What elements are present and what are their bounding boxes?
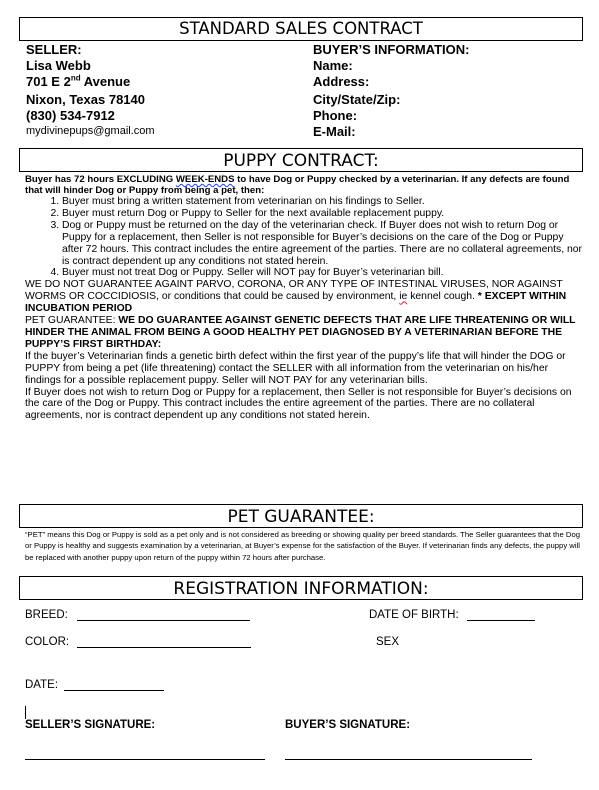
breed-field[interactable] [77, 620, 250, 621]
pet-guarantee-bold: WE DO GUARANTEE AGAINST GENETIC DEFECTS THAT ARE LIFE THREATENING OR WILL HINDER THE ANIMAL FROM BEING A GOOD HEALTHY PET DIAGNOSED BY A VETERINARIAN BEFORE THE PUPPY’S FIRST BIRTHDAY: [25, 315, 576, 350]
seller-signature-label: SELLER’S SIGNATURE: [25, 719, 156, 731]
contract-title: STANDARD SALES CONTRACT [179, 19, 423, 38]
puppy-contract-heading-box [19, 148, 583, 172]
seller-street-rest: Avenue [80, 74, 131, 89]
puppy-contract-body [25, 174, 585, 422]
list-item: 3. Dog or Puppy must be returned on the day of the veterinarian check. If Buyer does not wish to return Dog or Puppy for a replacement, then Seller is not responsible for Buyer’s decisions on the care of the Dog or Puppy after 72 hours. This contract includes the entire agreement of the parties. There are no collateral agreements, nor is contract dependent up any conditions not stated herein. [62, 220, 585, 268]
color-label: COLOR: [25, 636, 70, 648]
incubation-exception: * EXCEPT WITHIN INCUBATION PERIOD [25, 291, 567, 315]
date-label: DATE: [25, 679, 59, 691]
seller-street-num: 701 E 2 [26, 74, 71, 89]
puppy-contract-intro [25, 174, 585, 196]
seller-name: Lisa Webb [26, 58, 91, 73]
intro-weekends: WEEK-ENDS [175, 174, 235, 185]
registration-heading: REGISTRATION INFORMATION: [173, 579, 429, 599]
seller-city: Nixon, Texas 78140 [26, 92, 145, 107]
date-field[interactable] [64, 690, 164, 691]
buyer-phone-label: Phone: [313, 108, 358, 123]
intro-text-b: to have Dog or Puppy checked by a veterinarian. If any defects are found that will hinder Dog or Puppy from being a pet, then: [25, 174, 570, 196]
genetic-defect-paragraph: If the buyer’s Veterinarian finds a genetic birth defect within the first year of the puppy’s life that will hinder the DOG or PUPPY from being a pet (life threatening) contact the SELLER with all information from the veterinarian on his/her findings for a possible replacement puppy. Seller will NOT PAY for any veterinarian bills. [25, 350, 566, 386]
no-guarantee-text-b: kennel cough. [407, 291, 478, 303]
replacement-paragraph: If Buyer does not wish to return Dog or Puppy for a replacement, then Seller is not responsible for Buyer’s decisions on the care of the Dog or Puppy. This contract includes the entire agreement of the parties. There are no collateral agreements, nor is contract dependent up any conditions not stated herein. [25, 386, 572, 422]
sex-label: SEX [376, 636, 400, 648]
seller-street-sup: nd [70, 73, 81, 83]
color-field[interactable] [77, 647, 251, 648]
dob-label: DATE OF BIRTH: [369, 609, 459, 621]
pet-guarantee-statement [25, 315, 585, 351]
no-guarantee-text: WE DO NOT GUARANTEE AGAINT PARVO, CORONA, OR ANY TYPE OF INTESTINAL VIRUSES, NOR AGAINST WORMS OR COCCIDIOSIS, or conditions that could be caused by environment, [25, 279, 563, 303]
no-guarantee-ie: ie [399, 291, 408, 303]
text-cursor [25, 706, 26, 719]
puppy-contract-list [25, 196, 585, 279]
seller-heading: SELLER: [26, 42, 82, 57]
list-item: 1. Buyer must bring a written statement from veterinarian on his findings to Seller. [62, 196, 585, 208]
buyer-email-label: E-Mail: [313, 124, 356, 139]
pet-guarantee-text: “PET” means this Dog or Puppy is sold as a pet only and is not considered as breeding or showing quality per breed standards. The Seller guarantees that the Dog or Puppy is healthy and suggests examination by a veterinarian, at Buyer’s expense for the satisfaction of the Buyer. If veterinarian finds any defects, the puppy will be replaced with another puppy upon return of the puppy within 72 hours after purchase. [25, 530, 580, 562]
intro-text-a: Buyer has 72 hours EXCLUDING [25, 174, 176, 185]
seller-email: mydivinepups@gmail.com [26, 125, 155, 137]
buyer-signature-line[interactable] [285, 759, 532, 760]
contract-title-box [19, 17, 583, 41]
seller-signature-line[interactable] [25, 759, 265, 760]
dob-field[interactable] [467, 620, 535, 621]
registration-heading-box [19, 576, 583, 600]
pet-guarantee-heading: PET GUARANTEE: [227, 507, 375, 527]
pet-guarantee-label: PET GUARANTEE: [25, 315, 116, 327]
buyer-city-label: City/State/Zip: [313, 92, 401, 107]
buyer-address-label: Address: [313, 74, 370, 89]
breed-label: BREED: [25, 609, 68, 621]
no-guarantee-paragraph [25, 279, 585, 315]
seller-street [26, 74, 130, 90]
pet-guarantee-heading-box [19, 504, 583, 528]
buyer-name-label: Name: [313, 58, 353, 73]
puppy-contract-heading: PUPPY CONTRACT: [223, 151, 379, 171]
seller-phone: (830) 534-7912 [26, 108, 115, 123]
list-item: 2. Buyer must return Dog or Puppy to Seller for the next available replacement puppy. [62, 208, 585, 220]
buyer-heading: BUYER’S INFORMATION: [313, 42, 470, 57]
list-item: 4. Buyer must not treat Dog or Puppy. Seller will NOT pay for Buyer’s veterinarian bill. [62, 267, 585, 279]
buyer-signature-label: BUYER’S SIGNATURE: [285, 719, 411, 731]
